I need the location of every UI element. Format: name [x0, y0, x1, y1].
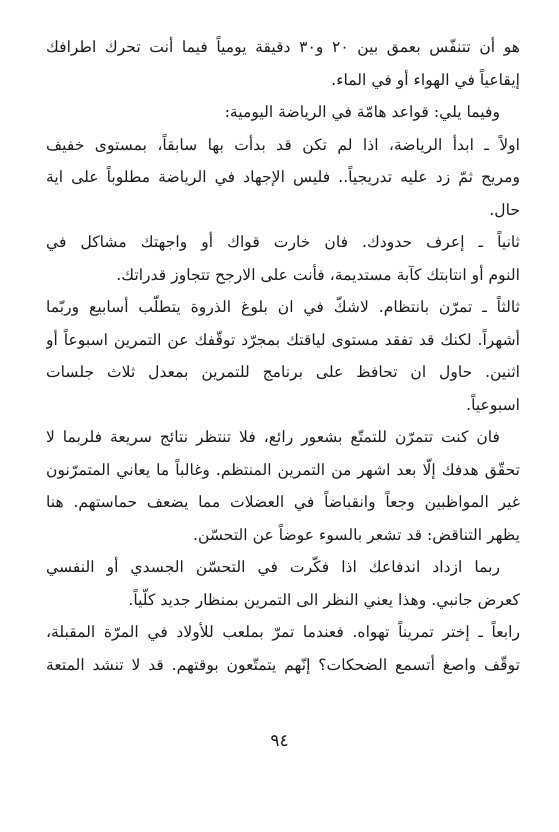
- text-line: إيقاعياً في الهواء أو في الماء.: [331, 70, 520, 89]
- text-line: توقّف واصغ أتسمع الضحكات؟ إنّهم يتمتّعون بوقتهم. قد لا تنشد المتعة: [46, 655, 520, 674]
- page-number: ٩٤: [270, 731, 289, 751]
- text-line: غير المواظبين وجعاً وانقباضاً في العضلات مما يضعف حماستهم. هنا: [46, 493, 520, 511]
- text-line: ثالثاً ـ تمرّن بانتظام. لاشكّ في ان بلوغ الذروة يتطلّب أسابيع وربّما: [46, 298, 520, 316]
- text-line: اولاً ـ ابدأ الرياضة، اذا لم تكن قد بدأت بها سابقاً، بمستوى خفيف: [46, 135, 520, 154]
- text-line: فان كنت تتمرّن للتمتّع بشعور رائع، فلا تنتظر نتائج سريعة فلربما لا: [46, 428, 500, 446]
- text-line: يظهر التناقض: قد تشعر بالسوء عوضاً عن التحسّن.: [193, 525, 520, 544]
- text-line: رابعاً ـ إختر تمريناً تهواه. فعندما تمرّ بملعب للأولاد في المرّة المقبلة،: [46, 623, 520, 641]
- text-line: ثانياً ـ إعرف حدودك. فان خارت قواك أو واجهتك مشاكل في: [46, 233, 520, 251]
- text-line: هو أن تتنفّس بعمق بين ٢٠ و٣٠ دقيقة يومياً فيما أنت تحرك اطرافك: [46, 38, 520, 56]
- text-line: وفيما يلي: قواعد هامّة في الرياضة اليومية:: [224, 103, 500, 121]
- text-line: أشهراً. لكنك قد تفقد مستوى لياقتك بمجرّد توقّفك عن التمرين اسبوعاً أو: [46, 330, 520, 349]
- text-line: حال.: [489, 200, 520, 219]
- text-line: اثنين. حاول ان تحافظ على برنامج للتمرين بمعدل ثلاث جلسات: [46, 363, 520, 381]
- text-line: ومريح ثمّ زد عليه تدريجياً.. فليس الإجهاد في الرياضة مطلوباً على اية: [46, 168, 520, 186]
- text-line: اسبوعياً.: [466, 395, 520, 414]
- body-text: [46, 31, 520, 681]
- text-line: كعرض جانبي. وهذا يعني النظر الى التمرين بمنظار جديد كلّياً.: [128, 590, 520, 609]
- text-line: تحقّق هدفك إلّا بعد اشهر من التمرين المنتظم. وغالباً ما يعاني المتمرّنون: [46, 460, 520, 479]
- text-line: النوم أو انتابتك كآبة مستديمة، فأنت على الارجح تتجاوز قدراتك.: [116, 265, 520, 284]
- text-line: ربما ازداد اندفاعك اذا فكّرت في التحسّن الجسدي أو النفسي: [46, 558, 500, 576]
